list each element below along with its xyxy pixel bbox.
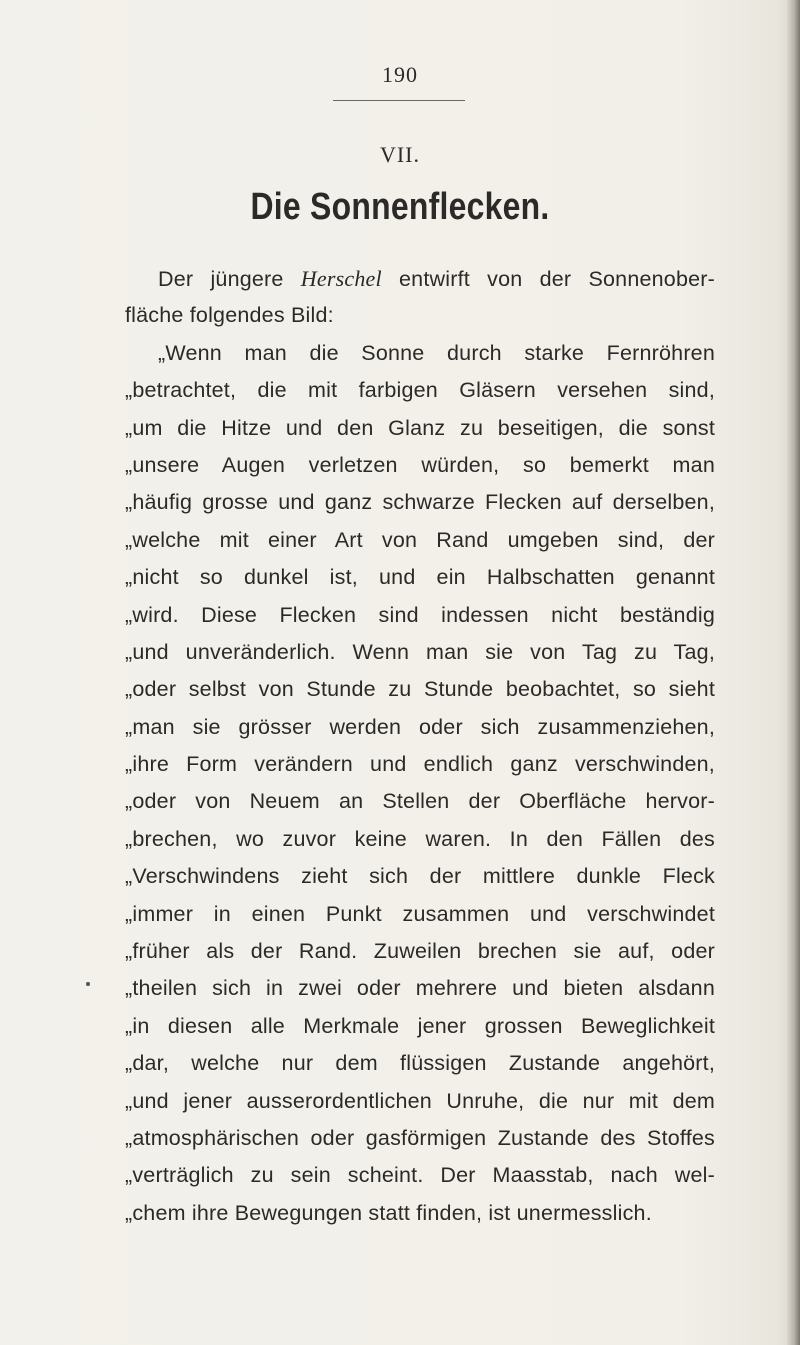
text-line: „oder von Neuem an Stellen der Oberfläche hervor- — [125, 789, 715, 814]
text-line: „nicht so dunkel ist, und ein Halbschatten genannt — [125, 565, 715, 590]
text-line: „häufig grosse und ganz schwarze Flecken auf derselben, — [125, 490, 715, 515]
text-line: „betrachtet, die mit farbigen Gläsern versehen sind, — [125, 378, 715, 403]
italic-name: Herschel — [300, 266, 382, 291]
page-binding-edge — [786, 0, 800, 1345]
chapter-number: VII. — [379, 142, 421, 167]
page-number: 190 — [382, 62, 418, 87]
text-line: „unsere Augen verletzen würden, so bemerkt man — [125, 452, 715, 477]
text-line: „chem ihre Bewegungen statt finden, ist unermesslich. — [125, 1200, 652, 1225]
text-line — [125, 260, 715, 297]
text-line: „ihre Form verändern und endlich ganz verschwinden, — [125, 752, 715, 777]
text-line: „verträglich zu sein scheint. Der Maasstab, nach wel- — [125, 1163, 715, 1188]
text-line: „Wenn man die Sonne durch starke Fernröhren — [158, 340, 715, 365]
text-line: „man sie grösser werden oder sich zusammenziehen, — [125, 714, 715, 739]
chapter-title: Die Sonnenflecken. — [250, 186, 550, 228]
text-line: „oder selbst von Stunde zu Stunde beobachtet, so sieht — [125, 677, 715, 702]
text-line: „atmosphärischen oder gasförmigen Zustande des Stoffes — [125, 1125, 715, 1150]
text-line: „wird. Diese Flecken sind indessen nicht beständig — [125, 602, 715, 627]
margin-dot-mark — [86, 982, 90, 986]
text-line: „dar, welche nur dem flüssigen Zustande angehört, — [125, 1051, 715, 1076]
text-line: „und jener ausserordentlichen Unruhe, die nur mit dem — [125, 1088, 715, 1113]
text-line: „um die Hitze und den Glanz zu beseitigen, die sonst — [125, 415, 715, 440]
text-line: „brechen, wo zuvor keine waren. In den Fällen des — [125, 826, 715, 851]
text-line: „Verschwindens zieht sich der mittlere dunkle Fleck — [125, 864, 715, 889]
text-line: „theilen sich in zwei oder mehrere und bieten alsdann — [125, 976, 715, 1001]
body-text — [125, 260, 715, 1232]
text-line: „in diesen alle Merkmale jener grossen Beweglichkeit — [125, 1013, 715, 1038]
text-line: „welche mit einer Art von Rand umgeben sind, der — [125, 527, 715, 552]
text-line: „immer in einen Punkt zusammen und verschwindet — [125, 901, 715, 926]
header-rule — [333, 100, 465, 101]
text-line: fläche folgendes Bild: — [125, 303, 334, 328]
text-line: „und unveränderlich. Wenn man sie von Tag zu Tag, — [125, 639, 715, 664]
text-run: Der jüngere — [158, 267, 301, 291]
text-run: entwirft von der Sonnenober- — [381, 267, 715, 291]
text-line: „früher als der Rand. Zuweilen brechen sie auf, oder — [125, 939, 715, 964]
